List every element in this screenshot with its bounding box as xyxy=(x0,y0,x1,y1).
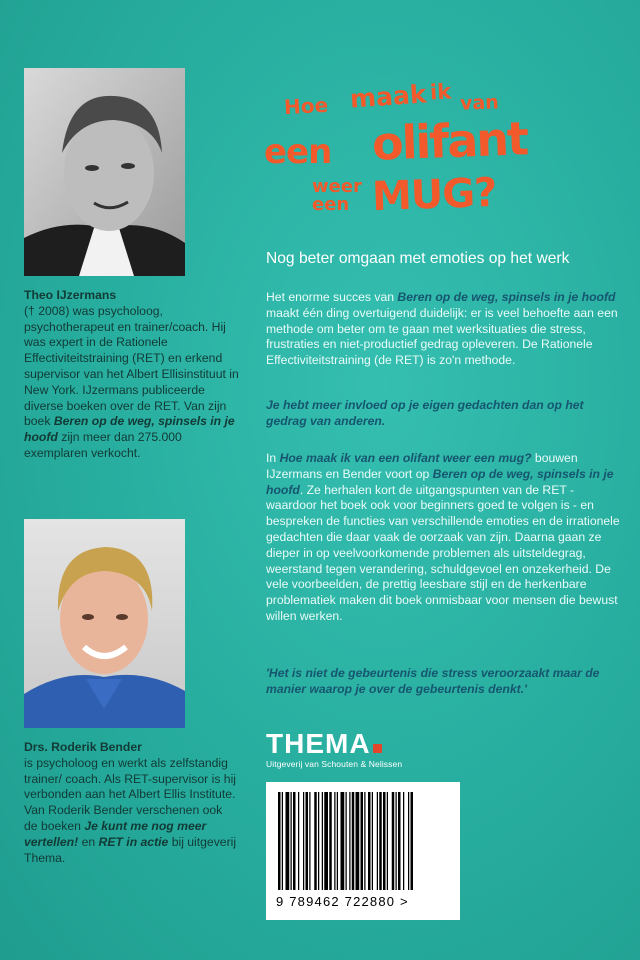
publisher-name: THEMA xyxy=(266,728,371,759)
bio-text: en xyxy=(81,834,96,849)
barcode-bar xyxy=(368,792,371,890)
barcode-bar xyxy=(306,792,309,890)
title-word: olifant xyxy=(371,111,528,171)
barcode-bar xyxy=(396,792,397,890)
barcode-bar xyxy=(303,792,304,890)
title-word: maak xyxy=(349,79,428,114)
book-title-reference: RET in actie xyxy=(98,834,169,849)
title-word: een xyxy=(264,132,332,172)
title-word: van xyxy=(459,91,500,115)
barcode-bar xyxy=(377,792,378,890)
barcode-bar xyxy=(318,792,319,890)
blurb-highlight: Je hebt meer invloed op je eigen gedachten dan op het gedrag van anderen. xyxy=(266,398,584,428)
blurb-text: . Ze herhalen kort de uitgangspunten van de RET - waardoor het boek ook voor beginners goed te volgen is - en bespreken de functies van verschillende emoties en de irrationele gedachten die daar vaak de oorzaak van zijn. Daarna gaan ze dieper in op veelvoorkomende problemen als uitsteldegrag, weerstand tegen verandering, schuldgevoel en onzekerheid. De vele voorbeelden, de prettig leesbare stijl en de herkenbare problematiek maken dit boek onmisbaar voor mensen die bewust willen werken. xyxy=(266,482,620,623)
isbn-barcode xyxy=(266,782,460,920)
barcode-bar xyxy=(293,792,296,890)
portrait-illustration xyxy=(24,519,185,728)
blurb-text: Het enorme succes van xyxy=(266,290,395,304)
book-title-reference: Beren op de weg, spinsels in je hoofd xyxy=(24,414,235,445)
publisher-subtitle: Uitgeverij van Schouten & Nelissen xyxy=(266,759,403,769)
barcode-bar xyxy=(408,792,409,890)
barcode-bar xyxy=(361,792,364,890)
author-bio-bender xyxy=(24,740,239,866)
book-subtitle: Nog beter omgaan met emoties op het werk xyxy=(266,250,570,267)
barcode-bar xyxy=(282,792,283,890)
barcode-bar xyxy=(411,792,414,890)
blurb-text: In xyxy=(266,451,277,465)
book-title-reference: Je kunt me nog meer vertellen! xyxy=(24,818,207,849)
barcode-bar xyxy=(372,792,373,890)
book-title-reference: Hoe maak ik van een olifant weer een mug? xyxy=(279,451,532,465)
author-photo-bender xyxy=(24,519,185,728)
barcode-bar xyxy=(314,792,317,890)
barcode-bar xyxy=(356,792,360,890)
publisher-logo xyxy=(266,728,402,769)
portrait-illustration xyxy=(24,68,185,276)
author-photo-ijzermans xyxy=(24,68,185,276)
isbn-digits: 9 789462 722880 > xyxy=(276,894,409,909)
logo-square-icon xyxy=(373,744,382,753)
barcode-bar xyxy=(352,792,355,890)
book-title xyxy=(262,80,622,240)
barcode-bar xyxy=(346,792,347,890)
barcode-bar xyxy=(322,792,323,890)
bio-text: bij uitgeverij Thema. xyxy=(24,834,237,865)
title-word: MUG? xyxy=(371,169,498,221)
book-title-reference: Beren op de weg, spinsels in je hoofd xyxy=(397,290,616,304)
barcode-bar xyxy=(334,792,335,890)
blurb-paragraph-1 xyxy=(266,290,626,369)
barcode-bar xyxy=(298,792,299,890)
author-name: Theo IJzermans xyxy=(24,288,117,302)
blurb-quote: 'Het is niet de gebeurtenis die stress veroorzaakt maar de manier waarop je over de gebeurtenis denkt.' xyxy=(266,666,600,696)
barcode-bar xyxy=(341,792,345,890)
bio-text: zijn meer dan 275.000 exemplaren verkocht. xyxy=(24,430,182,460)
barcode-bar xyxy=(383,792,386,890)
barcode-bar xyxy=(291,792,292,890)
barcode-bar xyxy=(329,792,332,890)
bio-text: is psycholoog en werkt als zelfstandig trainer/ coach. Als RET-supervisor is hij verbonden aan het Albert Ellis Institute. Van Roderik Bender verschenen ook de boeken xyxy=(24,755,237,833)
author-bio-ijzermans xyxy=(24,288,239,462)
title-word: Hoe xyxy=(283,92,329,120)
barcode-bar xyxy=(379,792,382,890)
book-title-reference: Beren op de weg, spinsels in je hoofd xyxy=(266,466,614,497)
bio-text: († 2008) was psycholoog, psychotherapeut en trainer/coach. Hij was expert in de Rationele Effectiviteitstraining (RET) en erkend supervisor van het Albert Ellisinstituut in New York. IJzermans publiceerde diverse boeken over de RET. Van zijn boek xyxy=(24,303,239,429)
blurb-paragraph-2 xyxy=(266,451,626,625)
author-name: Drs. Roderik Bender xyxy=(24,740,142,754)
barcode-bar xyxy=(349,792,350,890)
barcode-bar xyxy=(324,792,328,890)
barcode-bar xyxy=(286,792,290,890)
barcode-bar xyxy=(364,792,365,890)
barcode-bar xyxy=(387,792,388,890)
barcode-bar xyxy=(337,792,338,890)
blurb-text: bouwen IJzermans en Bender voort op xyxy=(266,451,578,481)
barcode-bar xyxy=(392,792,395,890)
blurb-text: maakt één ding overtuigend duidelijk: er is veel behoefte aan een methode om beter om te gaan met werksituaties die stress, frustraties en niet-productief gedrag opleveren. De Rationele Effectiviteitstraining (de RET) is zo'n methode. xyxy=(266,305,618,368)
barcode-bar xyxy=(309,792,310,890)
barcode-bar xyxy=(398,792,401,890)
title-word: ik xyxy=(429,79,452,105)
barcode-bar xyxy=(403,792,404,890)
title-word: weer xyxy=(312,176,362,197)
barcode-bars xyxy=(276,792,450,892)
barcode-bar xyxy=(278,792,281,890)
title-word: een xyxy=(312,194,350,215)
